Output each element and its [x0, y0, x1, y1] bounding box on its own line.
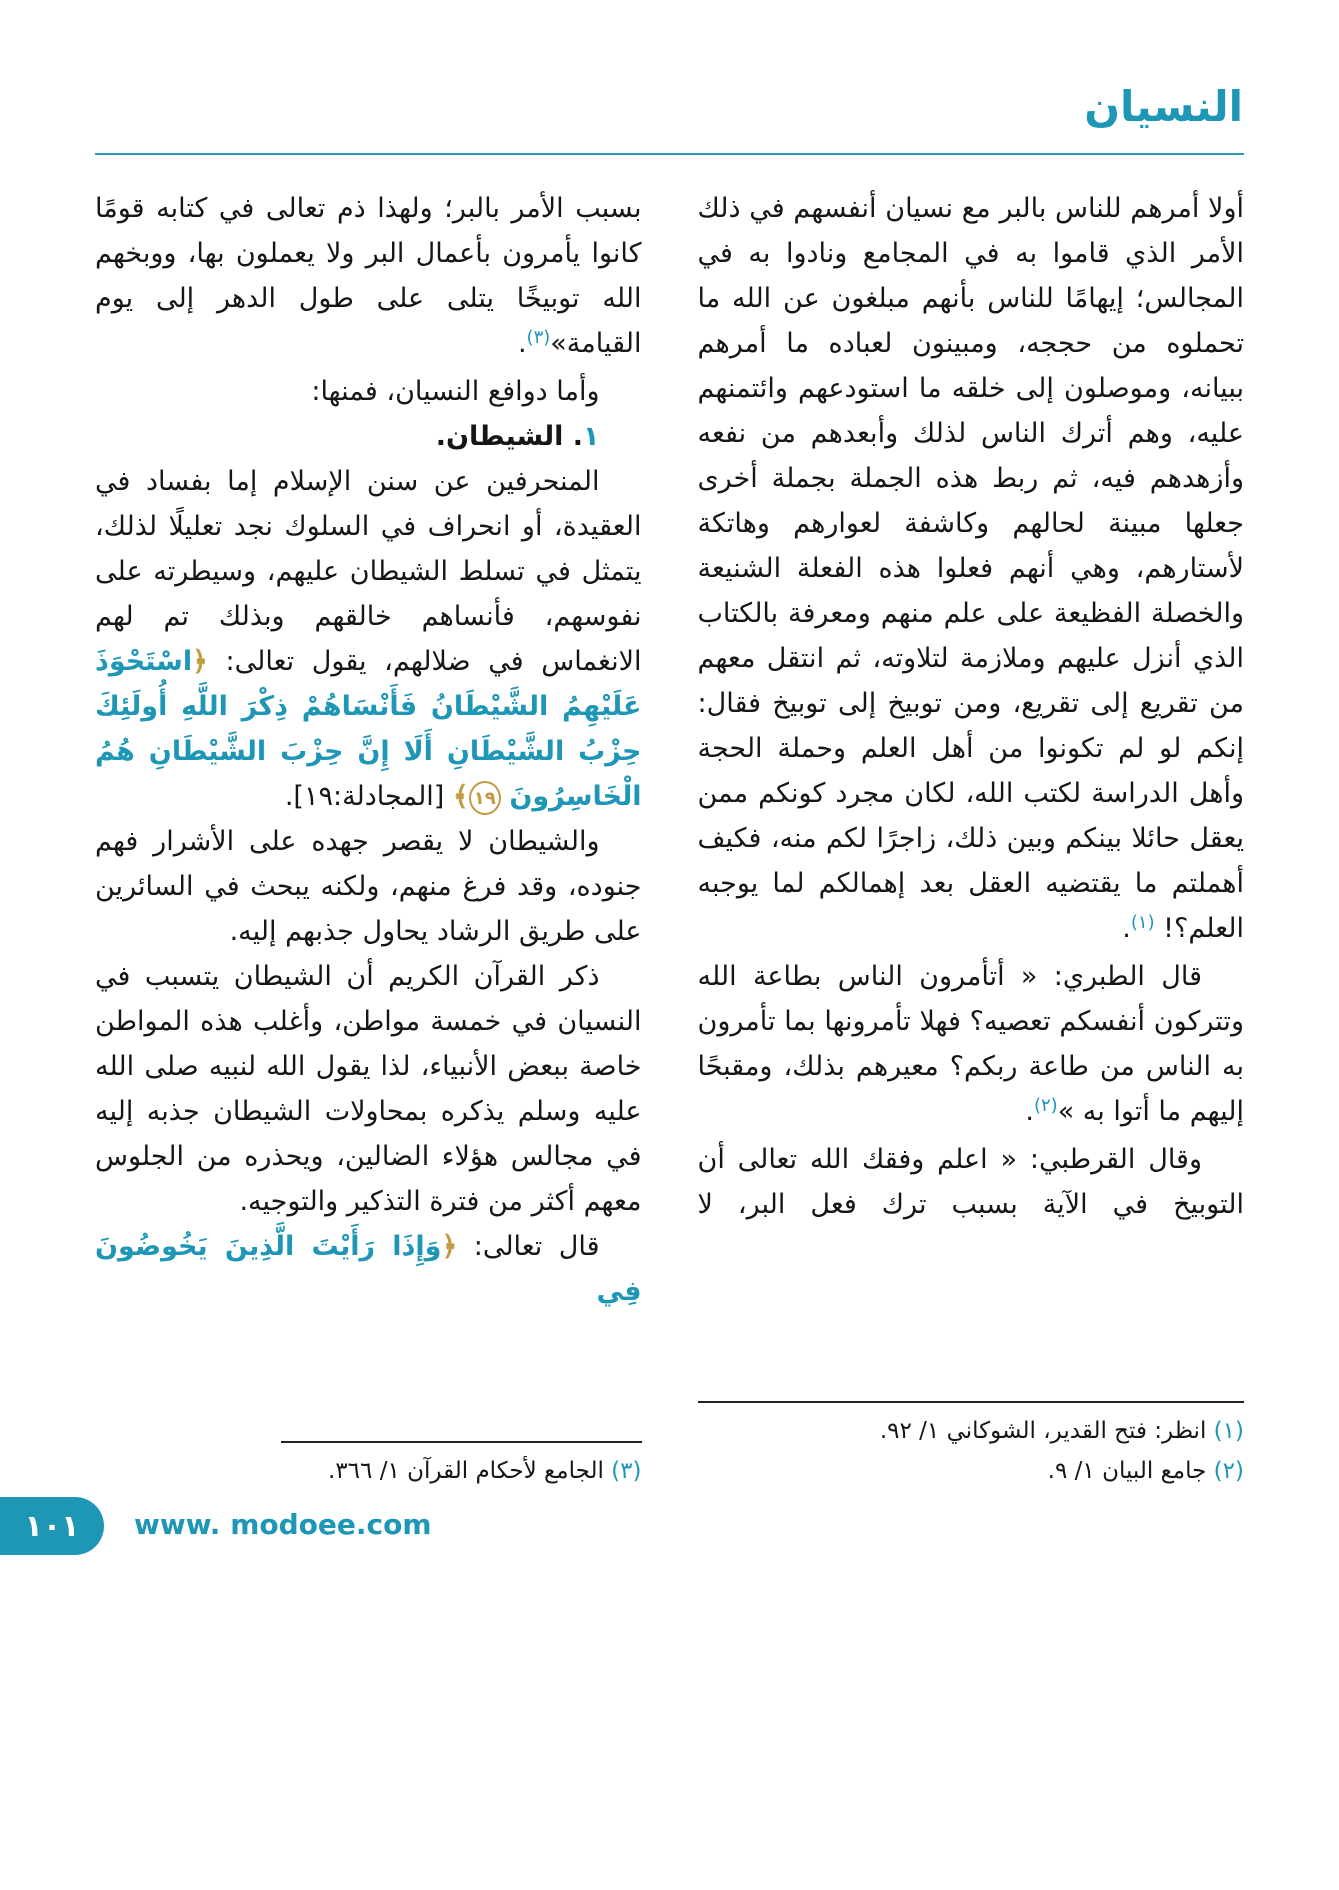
footnotes-right: [698, 1401, 1245, 1491]
paragraph: [698, 954, 1245, 1137]
paragraph-with-verse: [95, 1224, 642, 1314]
footnote-text: جامع البيان ١/ ٩.: [1047, 1458, 1207, 1484]
footnote-marker-3: (٣): [526, 327, 551, 348]
section-heading: [95, 414, 642, 459]
quran-verse: اسْتَحْوَذَ عَلَيْهِمُ الشَّيْطَانُ فَأَنْسَاهُمْ ذِكْرَ اللَّهِ أُولَئِكَ حِزْبُ الشَّيْطَانِ أَلَا إِنَّ حِزْبَ الشَّيْطَانِ هُمُ الْخَاسِرُونَ: [95, 646, 642, 812]
footnote: [95, 1451, 642, 1491]
paragraph-text: أولا أمرهم للناس بالبر مع نسيان أنفسهم في ذلك الأمر الذي قاموا به في المجامع ونادوا به في المجالس؛ إيهامًا للناس بأنهم مبلغون عن الله ما تحملوه من حججه، ومبينون لعباده ما أمرهم ببيانه، وموصلون إلى خلقه ما استودعهم وائتمنهم عليه، وهم أترك الناس لذلك وأبعدهم من نفعه وأزهدهم فيه، ثم ربط هذه الجملة بجملة أخرى جعلها مبينة لحالهم وكاشفة لعوارهم وهاتكة لأستارهم، وهي أنهم فعلوا هذه الفعلة الشنيعة والخصلة الفظيعة على علم منهم ومعرفة بالكتاب الذي أنزل عليهم وملازمة لتلاوته، ثم انتقل معهم من تقريع إلى تقريع، ومن توبيخ إلى توبيخ فقال: إنكم لو لم تكونوا من أهل العلم وحملة الحجة وأهل الدراسة لكتب الله، لكان مجرد كونكم ممن يعقل حائلا بينكم وبين ذلك، زاجرًا لكم منه، فكيف أهملتم ما يقتضيه العقل بعد إهمالكم لما يوجبه العلم؟!: [697, 193, 1244, 944]
quran-verse: وَإِذَا رَأَيْتَ الَّذِينَ يَخُوضُونَ فِي: [95, 1231, 642, 1307]
ayah-number-ornament: ١٩: [469, 781, 501, 815]
content-columns: [95, 186, 1244, 1491]
verse-open-bracket: ﴿: [441, 1231, 458, 1262]
verse-close-bracket: ﴾: [452, 781, 469, 812]
column-right: [698, 186, 1245, 1491]
paragraph: [698, 186, 1245, 954]
footnote-number: (١): [1213, 1418, 1244, 1444]
paragraph: والشيطان لا يقصر جهده على الأشرار فهم جنوده، وقد فرغ منهم، ولكنه يبحث في السائرين على طريق الرشاد يحاول جذبهم إليه.: [95, 826, 642, 947]
page-number-tab: [0, 1497, 104, 1555]
footnote-text: الجامع لأحكام القرآن ١/ ٣٦٦.: [328, 1458, 604, 1484]
footnote-number: (٣): [611, 1458, 642, 1484]
paragraph-text: قال الطبري: « أتأمرون الناس بطاعة الله وتتركون أنفسكم تعصيه؟ فهلا تأمرونها بما تأمرون به الناس من طاعة ربكم؟ معيرهم بذلك، ومقبحًا إليهم ما أتوا به »: [697, 961, 1244, 1127]
heading-separator: .: [563, 421, 584, 452]
page-title: النسيان: [1084, 82, 1243, 131]
footnote: [698, 1411, 1245, 1451]
footnote: [698, 1451, 1245, 1491]
heading-number: ١: [583, 421, 600, 452]
paragraph: [95, 186, 642, 369]
paragraph: وأما دوافع النسيان، فمنها:: [311, 376, 600, 407]
paragraph-text: المنحرفين عن سنن الإسلام إما بفساد في العقيدة، أو انحراف في السلوك نجد تعليلًا لذلك، يتمثل في تسلط الشيطان عليهم، وسيطرته على نفوسهم، فأنساهم خالقهم وبذلك تم لهم الانغماس في ضلالهم، يقول تعالى:: [95, 466, 642, 677]
footnote-marker-1: (١): [1130, 912, 1155, 933]
paragraph-with-verse: [95, 459, 642, 819]
paragraph-text: وقال القرطبي: « اعلم وفقك الله تعالى أن التوبيخ في الآية بسبب ترك فعل البر، لا: [697, 1144, 1244, 1220]
footnote-divider: [698, 1401, 1245, 1403]
footnote-number: (٢): [1213, 1458, 1244, 1484]
paragraph-tail: .: [517, 328, 527, 359]
footnote-text: انظر: فتح القدير، الشوكاني ١/ ٩٢.: [879, 1418, 1207, 1444]
paragraph-tail: .: [1122, 913, 1131, 944]
page-number: ١٠١: [24, 1508, 80, 1544]
paragraph: ذكر القرآن الكريم أن الشيطان يتسبب في النسيان في خمسة مواطن، وأغلب هذه المواطن خاصة ببعض الأنبياء، لذا يقول الله لنبيه صلى الله عليه وسلم يذكره بمحاولات الشيطان جذبه إليه في مجالس هؤلاء الضالين، ويحذره من الجلوس معهم أكثر من فترة التذكير والتوجيه.: [95, 961, 642, 1217]
column-left: [95, 186, 642, 1491]
heading-label: الشيطان.: [435, 421, 564, 452]
website-url: www. modoee.com: [134, 1508, 432, 1541]
verse-open-bracket: ﴿: [192, 646, 208, 677]
paragraph-text: بسبب الأمر بالبر؛ ولهذا ذم تعالى في كتابه قومًا كانوا يأمرون بأعمال البر ولا يعملون بها، ووبخهم الله توبيخًا يتلى على طول الدهر إلى يوم القيامة»: [95, 193, 642, 359]
footnote-divider: [281, 1441, 642, 1443]
verse-reference: [المجادلة:١٩].: [284, 781, 453, 812]
header-divider: [95, 153, 1244, 155]
footnotes-left: [95, 1441, 642, 1491]
paragraph: [698, 1137, 1245, 1227]
paragraph-text: قال تعالى:: [457, 1231, 600, 1262]
paragraph-tail: .: [1025, 1096, 1034, 1127]
footnote-marker-2: (٢): [1033, 1095, 1058, 1116]
